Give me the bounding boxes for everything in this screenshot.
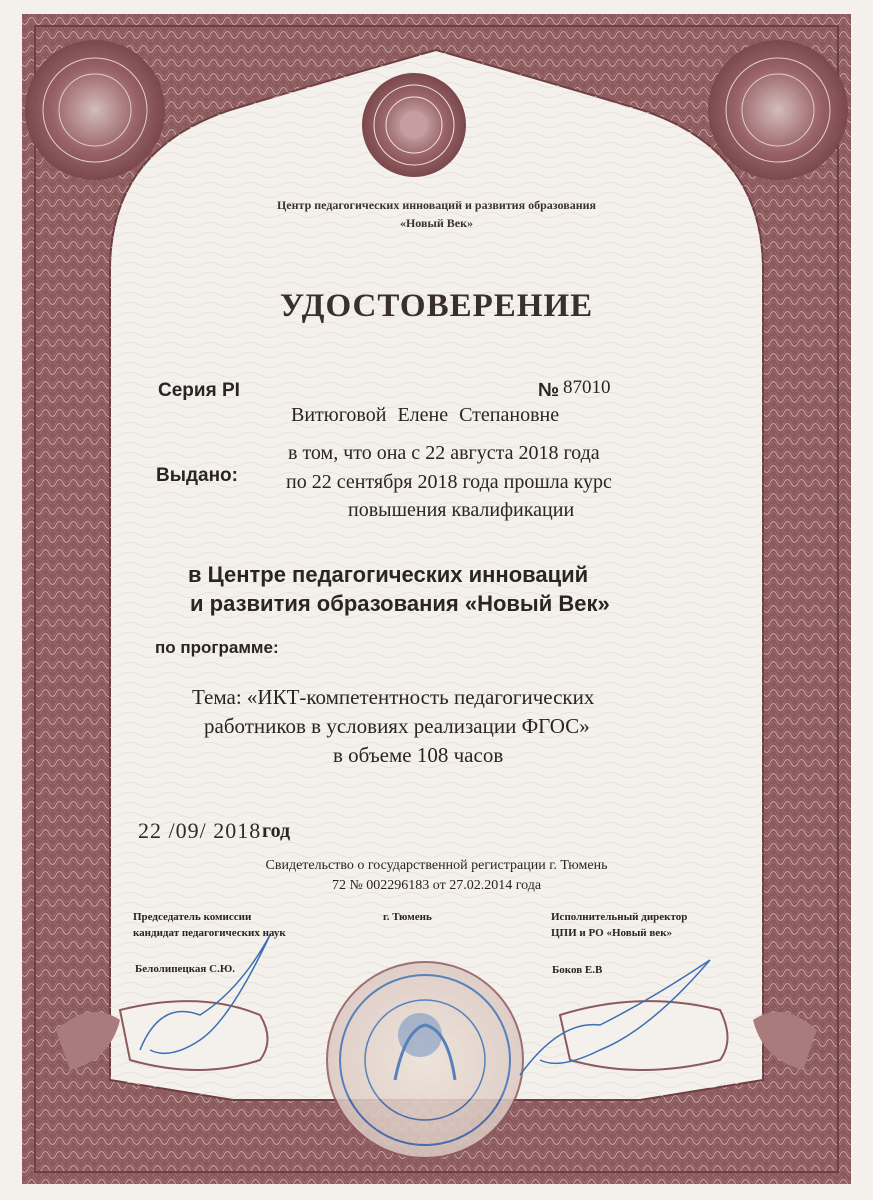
certificate-number: 87010 xyxy=(563,377,611,398)
director-org: ЦПИ и РО «Новый век» xyxy=(551,927,673,939)
chair-name: Белолипецкая С.Ю. xyxy=(135,963,235,975)
seal-stamp xyxy=(327,962,523,1158)
director-name: Боков Е.В xyxy=(552,964,603,976)
period-line: по 22 сентября 2018 года прошла курс xyxy=(286,471,612,493)
program-label: по программе: xyxy=(155,638,279,657)
institution-line: и развития образования «Новый Век» xyxy=(190,591,610,616)
organization-name: Центр педагогических инноваций и развития образования xyxy=(276,198,597,212)
number-sign: № xyxy=(538,380,560,401)
director-title: Исполнительный директор xyxy=(551,911,688,923)
rosette-top-center xyxy=(362,73,466,177)
chair-title: Председатель комиссии xyxy=(133,911,252,923)
registration-line: 72 № 002296183 от 27.02.2014 года xyxy=(331,878,542,893)
issue-date: 22 /09/ 2018 xyxy=(138,818,262,843)
topic-line: Тема: «ИКТ-компетентность педагогических xyxy=(192,685,595,709)
organization-brand: «Новый Век» xyxy=(399,216,474,230)
city: г. Тюмень xyxy=(383,911,432,923)
chair-degree: кандидат педагогических наук xyxy=(133,927,286,939)
document-title: УДОСТОВЕРЕНИЕ xyxy=(279,288,594,324)
institution-line: в Центре педагогических инноваций xyxy=(188,562,589,587)
period-line: в том, что она с 22 августа 2018 года xyxy=(288,442,600,464)
organization-header xyxy=(0,196,873,232)
issued-label: Выдано: xyxy=(156,465,238,486)
recipient-name: Витюговой Елене Степановне xyxy=(291,404,560,426)
rosette-corner-left xyxy=(25,40,165,180)
topic-line: в объеме 108 часов xyxy=(333,743,504,767)
year-suffix: год xyxy=(262,820,291,842)
period-line: повышения квалификации xyxy=(348,499,575,521)
registration-line: Свидетельство о государственной регистрации г. Тюмень xyxy=(265,858,608,873)
rosette-corner-right xyxy=(708,40,848,180)
series-label: Серия PI xyxy=(158,380,240,401)
topic-line: работников в условиях реализации ФГОС» xyxy=(204,714,590,738)
